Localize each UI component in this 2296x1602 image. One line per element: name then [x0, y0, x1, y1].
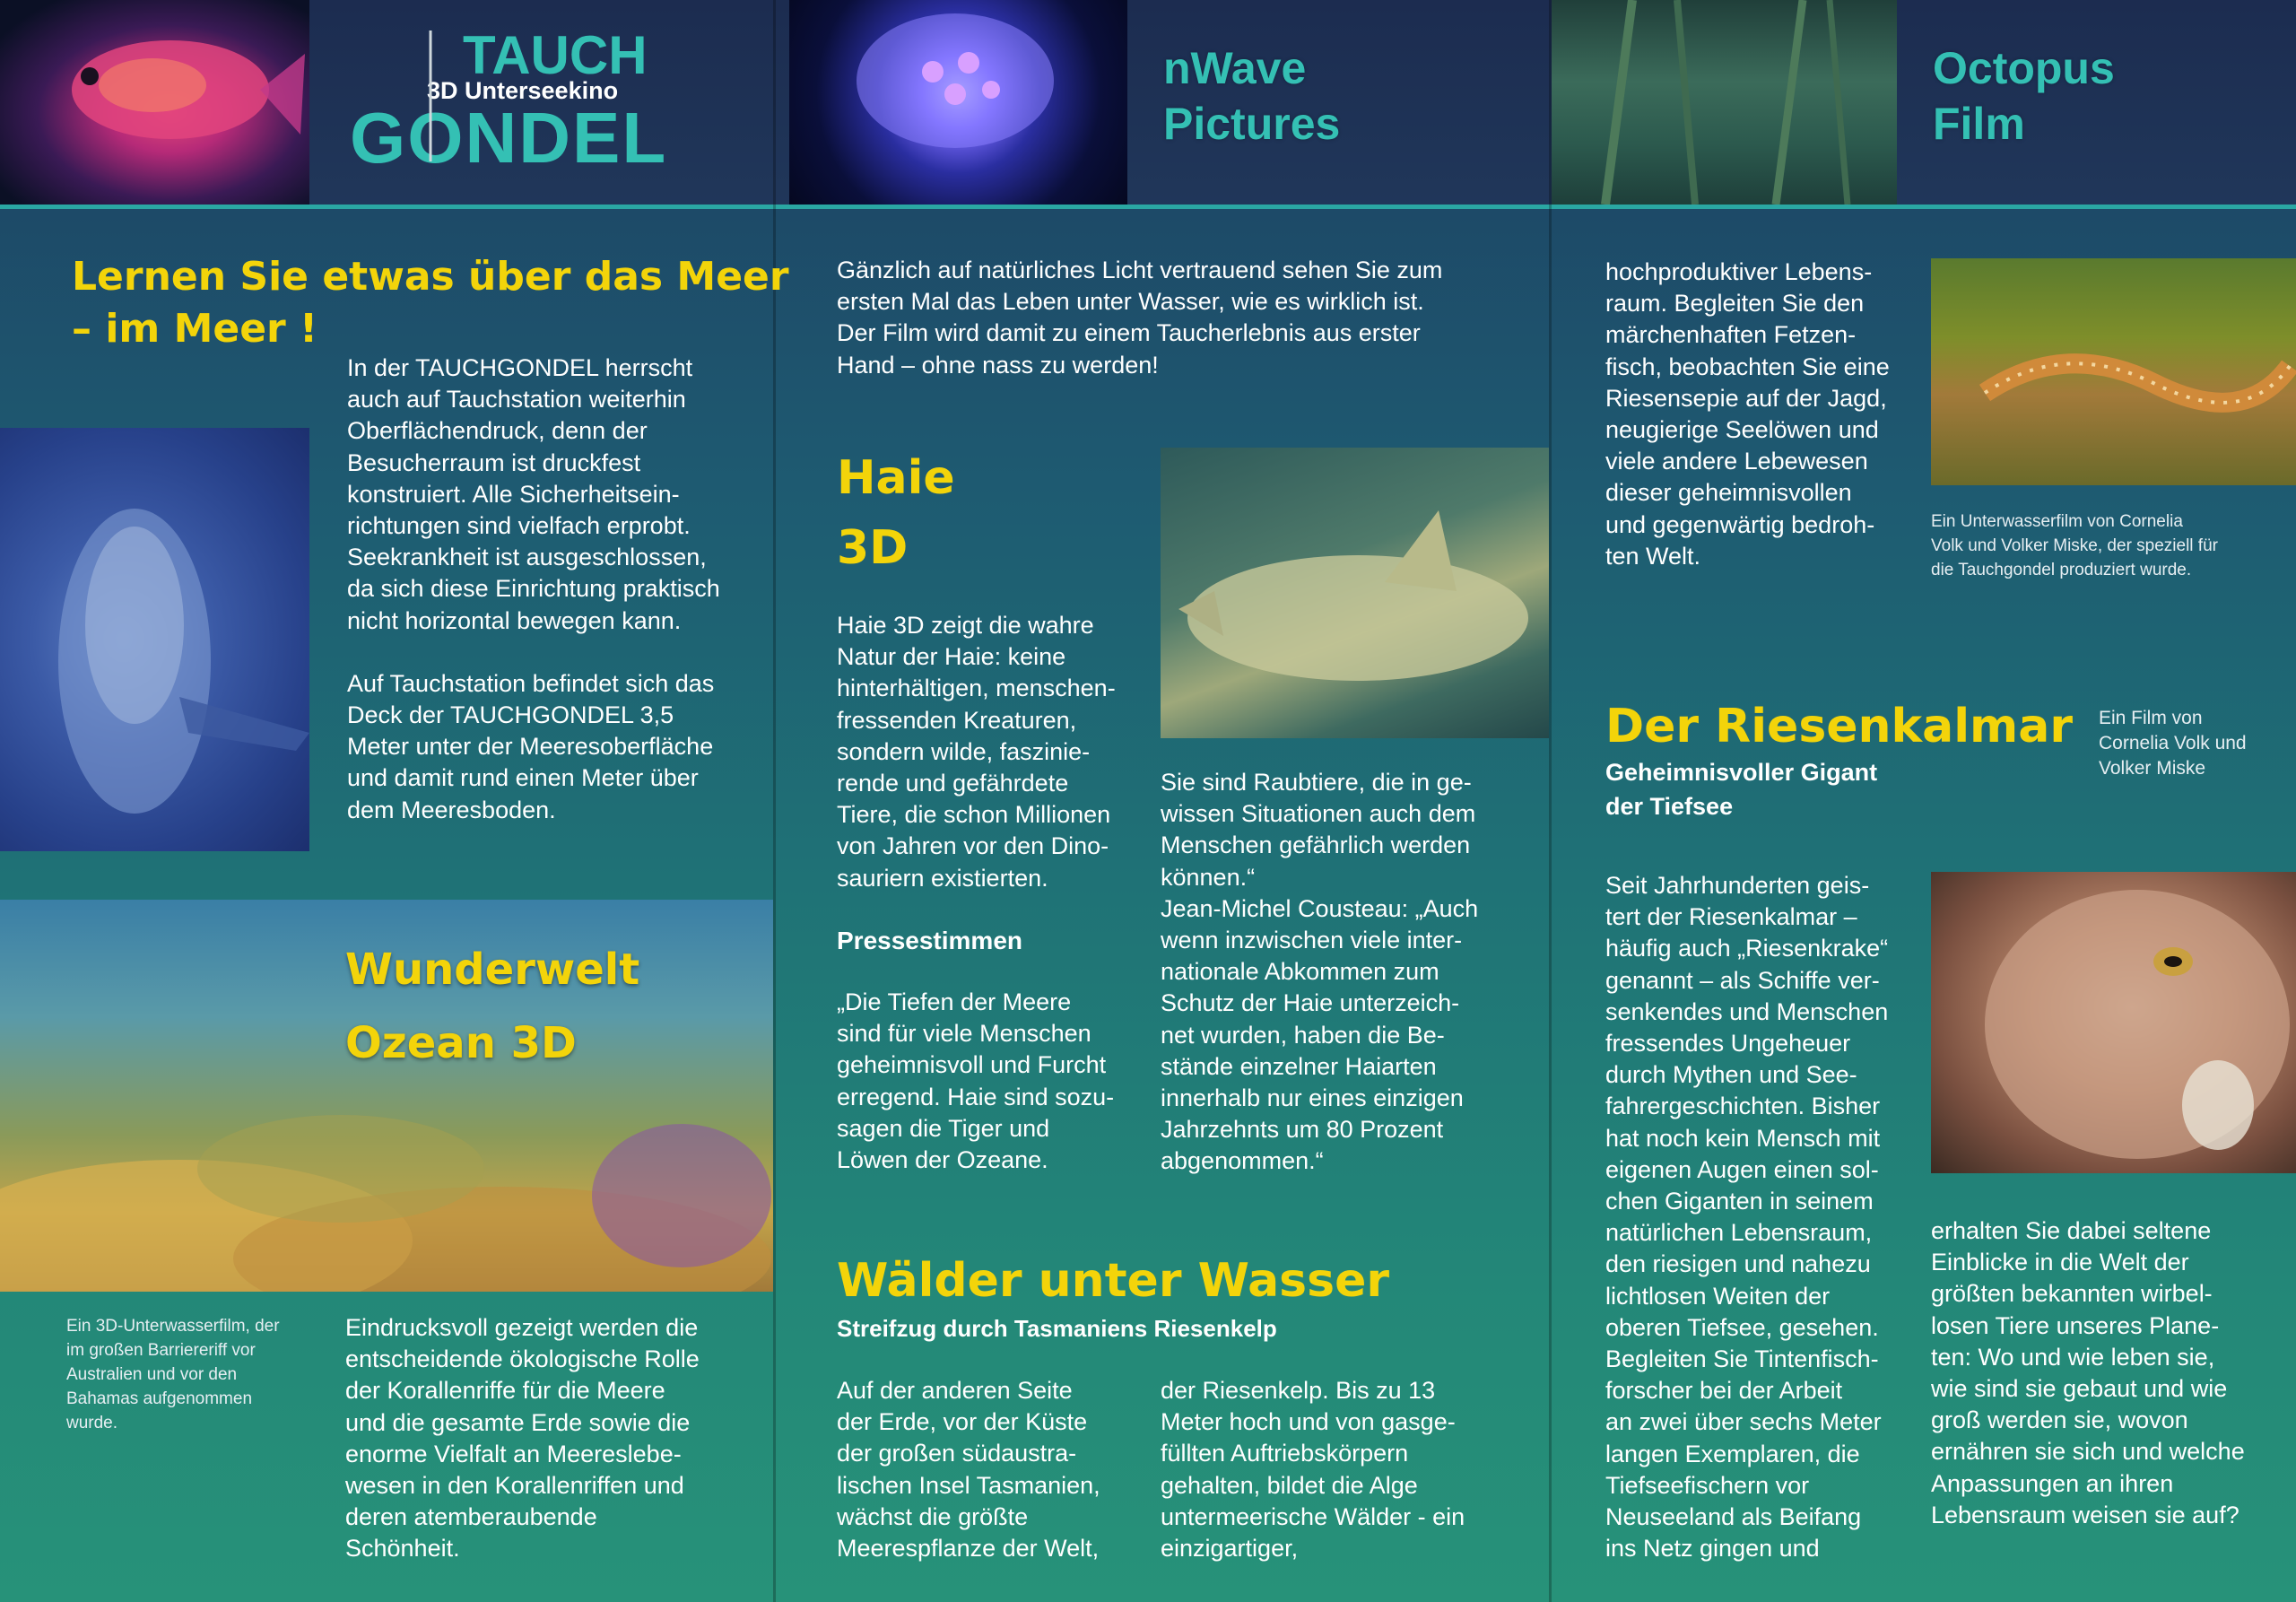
sea-dragon-caption — [1931, 509, 2290, 582]
pressestimmen-label: Pressestimmen — [837, 927, 1023, 954]
title-line-2: 3D — [837, 521, 909, 575]
text-line: ernähren sie sich und welche — [1931, 1438, 2245, 1466]
waelder-title: Wälder unter Wasser — [837, 1254, 1389, 1308]
text-line: Auf Tauchstation befindet sich das — [347, 669, 715, 697]
logo-line-tauch: TAUCH — [463, 25, 648, 85]
caption-line: die Tauchgondel produziert wurde. — [1931, 561, 2192, 579]
text-line: Der Film wird damit zu einem Taucherlebnis aus erster — [837, 319, 1421, 347]
jellyfish-photo — [789, 0, 1127, 205]
waelder-right-text — [1161, 1375, 1537, 1564]
text-line: Menschen gefährlich werden — [1161, 831, 1471, 859]
text-line: können.“ — [1161, 863, 1256, 891]
text-line: Tiefseefischern vor — [1605, 1471, 1810, 1499]
text-line: an zwei über sechs Meter — [1605, 1408, 1882, 1436]
text-line: Tiere, die schon Millionen — [837, 801, 1111, 829]
panel1-headline — [72, 251, 789, 355]
octopus-film-title — [1933, 40, 2115, 152]
text-line: eigenen Augen einen sol- — [1605, 1155, 1879, 1183]
text-line: lichtlosen Weiten der — [1605, 1282, 1831, 1310]
wunderwelt-text — [345, 1312, 767, 1565]
text-line: groß werden sie, wovon — [1931, 1406, 2188, 1434]
text-line: Oberflächendruck, denn der — [347, 417, 648, 445]
text-line: losen Tiere unseres Plane- — [1931, 1311, 2220, 1339]
haie-left-text — [837, 610, 1151, 894]
text-line: net wurden, haben die Be- — [1161, 1021, 1445, 1049]
top-accent-line — [0, 205, 2296, 209]
text-line: „Die Tiefen der Meere — [837, 988, 1072, 1015]
credit-line: Volker Miske — [2099, 758, 2206, 779]
text-line: Jahrzehnts um 80 Prozent — [1161, 1116, 1444, 1144]
caption-line: Australien und vor den — [66, 1365, 238, 1384]
text-line: deren atemberaubende — [345, 1503, 597, 1531]
press-quote-text — [837, 987, 1151, 1176]
text-line: fahrergeschichten. Bisher — [1605, 1093, 1881, 1120]
text-line: der Korallenriffe für die Meere — [345, 1377, 665, 1405]
text-line: geheimnisvoll und Furcht — [837, 1051, 1107, 1079]
text-line: durch Mythen und See- — [1605, 1061, 1857, 1089]
text-line: ersten Mal das Leben unter Wasser, wie es wirklich ist. — [837, 288, 1424, 316]
panel1-intro-text — [347, 353, 760, 826]
text-line: Seit Jahrhunderten geis- — [1605, 872, 1870, 899]
sea-dragon-photo — [1931, 258, 2296, 485]
text-line: hochproduktiver Lebens- — [1605, 258, 1873, 285]
text-line: Gänzlich auf natürliches Licht vertrauend sehen Sie zum — [837, 257, 1443, 283]
text-line: Natur der Haie: keine — [837, 643, 1066, 671]
text-line: Haie 3D zeigt die wahre — [837, 612, 1094, 639]
gondel-emblem-icon — [341, 27, 439, 170]
wunderwelt-caption — [66, 1314, 335, 1435]
text-line: Auf der anderen Seite — [837, 1377, 1073, 1404]
text-line: wenn inzwischen viele inter- — [1161, 927, 1463, 954]
logo-line-gondel: GONDEL — [350, 98, 668, 178]
subtitle-line-1: Geheimnisvoller Gigant — [1605, 759, 1878, 786]
text-line: füllten Auftriebskörpern — [1161, 1440, 1409, 1467]
title-line-1: nWave — [1163, 43, 1307, 93]
haie-right-text — [1161, 767, 1537, 1178]
text-line: größten bekannten wirbel- — [1931, 1280, 2213, 1308]
text-line: und damit rund einen Meter über — [347, 764, 699, 792]
credit-line: Ein Film von — [2099, 708, 2203, 728]
text-line: Seekrankheit ist ausgeschlossen, — [347, 544, 707, 571]
tauchgondel-logo — [341, 25, 682, 178]
caption-line: wurde. — [66, 1414, 118, 1432]
text-line: enorme Vielfalt an Meereslebe- — [345, 1440, 682, 1467]
waelder-left-text — [837, 1375, 1151, 1564]
riesenkalmar-subtitle — [1605, 755, 1877, 823]
anthias-fish-photo — [0, 0, 309, 205]
film-title-line-2: Ozean 3D — [345, 1018, 577, 1068]
text-line: rende und gefährdete — [837, 770, 1069, 797]
text-line: den riesigen und nahezu — [1605, 1250, 1871, 1278]
text-line — [347, 637, 760, 668]
text-line: hinterhältigen, menschen- — [837, 675, 1116, 702]
caption-line: Volk und Volker Miske, der speziell für — [1931, 536, 2218, 555]
caption-line: Ein 3D-Unterwasserfilm, der — [66, 1317, 280, 1336]
logo-line-unterseekino: 3D Unterseekino — [427, 77, 619, 104]
text-line: Riesensepie auf der Jagd, — [1605, 384, 1887, 412]
riesenkalmar-right-text — [1931, 1215, 2290, 1531]
text-line: da sich diese Einrichtung praktisch — [347, 575, 720, 603]
text-line: ten Welt. — [1605, 542, 1701, 570]
text-line: erhalten Sie dabei seltene — [1931, 1217, 2212, 1244]
fold-line-1 — [773, 0, 776, 1602]
text-line: erregend. Haie sind sozu- — [837, 1083, 1115, 1110]
text-line: von Jahren vor den Dino- — [837, 832, 1109, 860]
text-line: Besucherraum ist druckfest — [347, 448, 641, 476]
headline-line-1: Lernen Sie etwas über das Meer — [72, 254, 789, 300]
text-line: wissen Situationen auch dem — [1161, 800, 1476, 828]
text-line: Meter unter der Meeresoberfläche — [347, 733, 714, 761]
haie-3d-title — [837, 443, 955, 583]
text-line: sauriern existierten. — [837, 864, 1048, 892]
title-line-2: Pictures — [1163, 99, 1341, 149]
text-line: neugierige Seelöwen und — [1605, 416, 1879, 444]
text-line: sind für viele Menschen — [837, 1020, 1091, 1048]
text-line: nicht horizontal bewegen kann. — [347, 606, 682, 634]
riesenkalmar-left-text — [1605, 870, 1937, 1564]
text-line: ins Netz gingen und — [1605, 1535, 1820, 1563]
riesenkalmar-title: Der Riesenkalmar — [1605, 700, 2073, 753]
text-line: Meerespflanze der Welt, — [837, 1535, 1100, 1563]
text-line: entscheidende ökologische Rolle — [345, 1345, 700, 1373]
text-line: sondern wilde, faszinie- — [837, 737, 1091, 765]
title-line-2: Film — [1933, 99, 2025, 149]
headline-line-2: – im Meer ! — [72, 306, 318, 352]
text-line: langen Exemplaren, die — [1605, 1440, 1860, 1467]
caption-line: Bahamas aufgenommen — [66, 1389, 253, 1408]
nwave-pictures-title — [1163, 40, 1340, 152]
text-line: dieser geheimnisvollen — [1605, 479, 1852, 507]
text-line: Schönheit. — [345, 1535, 460, 1563]
text-line: wesen in den Korallenriffen und — [345, 1472, 684, 1500]
text-line: häufig auch „Riesenkrake“ — [1605, 935, 1889, 962]
text-line: sagen die Tiger und — [837, 1114, 1050, 1142]
text-line: chen Giganten in seinem — [1605, 1188, 1874, 1215]
text-line: Begleiten Sie Tintenfisch- — [1605, 1345, 1879, 1373]
text-line: untermeerische Wälder - ein — [1161, 1502, 1465, 1530]
text-line: genannt – als Schiffe ver- — [1605, 966, 1880, 994]
text-line: märchenhaften Fetzen- — [1605, 321, 1857, 349]
text-line: forscher bei der Arbeit — [1605, 1377, 1843, 1405]
text-line: raum. Begleiten Sie den — [1605, 290, 1865, 318]
kelp-forest-photo — [1552, 0, 1897, 205]
text-line: Löwen der Ozeane. — [837, 1146, 1048, 1174]
text-line: konstruiert. Alle Sicherheitsein- — [347, 480, 680, 508]
octopus-photo — [1931, 872, 2296, 1173]
waelder-subtitle: Streifzug durch Tasmaniens Riesenkelp — [837, 1315, 1277, 1342]
riesenkalmar-credit — [2099, 706, 2287, 781]
fold-line-2 — [1549, 0, 1552, 1602]
text-line: Neuseeland als Beifang — [1605, 1503, 1862, 1531]
text-line: und die gesamte Erde sowie die — [345, 1408, 691, 1436]
title-line-1: Haie — [837, 451, 955, 505]
text-line: wächst die größte — [837, 1502, 1029, 1530]
text-line: lischen Insel Tasmanien, — [837, 1471, 1100, 1499]
text-line: der großen südaustra- — [837, 1440, 1077, 1467]
text-line: fressendes Ungeheuer — [1605, 1030, 1851, 1058]
text-line: oberen Tiefsee, gesehen. — [1605, 1313, 1879, 1341]
text-line: Jean-Michel Cousteau: „Auch — [1161, 894, 1479, 922]
shark-photo — [1161, 448, 1549, 738]
text-line: natürlichen Lebensraum, — [1605, 1219, 1873, 1247]
caption-line: Ein Unterwasserfilm von Cornelia — [1931, 512, 2183, 531]
text-line: hat noch kein Mensch mit — [1605, 1124, 1881, 1152]
text-line: Schutz der Haie unterzeich- — [1161, 989, 1460, 1017]
subtitle-line-2: der Tiefsee — [1605, 793, 1734, 820]
text-line: tert der Riesenkalmar – — [1605, 903, 1857, 931]
text-line: senkendes und Menschen — [1605, 997, 1889, 1025]
text-line: und gegenwärtig bedroh- — [1605, 510, 1875, 538]
text-line: Hand – ohne nass zu werden! — [837, 351, 1159, 379]
text-line: fisch, beobachten Sie eine — [1605, 353, 1890, 380]
wunderwelt-title — [345, 933, 639, 1080]
text-line: einzigartiger, — [1161, 1535, 1299, 1563]
credit-line: Cornelia Volk und — [2099, 733, 2247, 753]
text-line: stände einzelner Haiarten — [1161, 1052, 1437, 1080]
text-line: innerhalb nur eines einzigen — [1161, 1084, 1464, 1112]
text-line: viele andere Lebewesen — [1605, 448, 1868, 475]
text-line: Lebensraum weisen sie auf? — [1931, 1501, 2239, 1528]
text-line: nationale Abkommen zum — [1161, 958, 1439, 986]
nwave-intro-text — [837, 255, 1536, 381]
text-line: abgenommen.“ — [1161, 1147, 1324, 1175]
text-line: Einblicke in die Welt der — [1931, 1249, 2189, 1276]
kelp-continuation-text — [1605, 257, 1937, 572]
title-line-1: Octopus — [1933, 43, 2115, 93]
caption-line: im großen Barriereriff vor — [66, 1341, 256, 1360]
text-line: wie sind sie gebaut und wie — [1931, 1375, 2228, 1403]
film-title-line-1: Wunderwelt — [345, 945, 640, 995]
text-line: Eindrucksvoll gezeigt werden die — [345, 1314, 699, 1341]
text-line: Sie sind Raubtiere, die in ge- — [1161, 769, 1472, 796]
text-line: fressenden Kreaturen, — [837, 706, 1077, 734]
text-line: der Riesenkelp. Bis zu 13 — [1161, 1377, 1436, 1404]
text-line: gehalten, bildet die Alge — [1161, 1471, 1418, 1499]
text-line: Deck der TAUCHGONDEL 3,5 — [347, 701, 674, 729]
dolphin-photo — [0, 428, 309, 851]
text-line: Meter hoch und von gasge- — [1161, 1408, 1456, 1436]
text-line: der Erde, vor der Küste — [837, 1408, 1088, 1436]
text-line: auch auf Tauchstation weiterhin — [347, 386, 686, 414]
text-line: Anpassungen an ihren — [1931, 1469, 2174, 1497]
text-line: richtungen sind vielfach erprobt. — [347, 512, 691, 540]
text-line: ten: Wo und wie leben sie, — [1931, 1343, 2215, 1371]
text-line: In der TAUCHGONDEL herrscht — [347, 354, 693, 381]
text-line: dem Meeresboden. — [347, 796, 556, 823]
